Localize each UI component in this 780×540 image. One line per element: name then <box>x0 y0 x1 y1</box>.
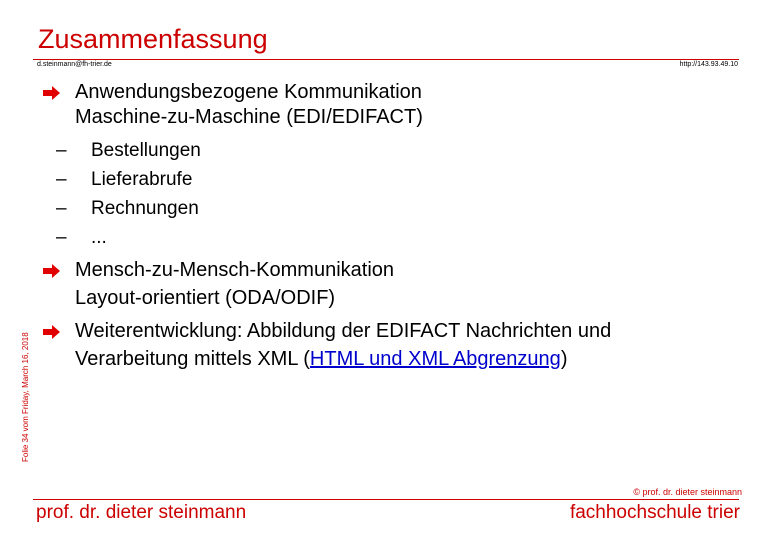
header-divider <box>33 59 739 60</box>
sub-item-rechnungen: Rechnungen <box>91 198 199 219</box>
footer-divider <box>33 499 739 500</box>
footer-institution: fachhochschule trier <box>569 502 740 523</box>
html-xml-abgrenzung-link[interactable]: HTML und XML Abgrenzung <box>309 348 561 370</box>
bullet-3-line-1: Weiterentwicklung: Abbildung der EDIFACT Nachrichten und <box>75 320 612 342</box>
red-arrow-bullet-icon <box>43 86 61 100</box>
slide-info: Folie 34 vom Friday, March 16, 2018 <box>21 332 30 462</box>
bullet-1-line-2: Maschine-zu-Maschine (EDI/EDIFACT) <box>75 106 423 128</box>
sub-item-lieferabrufe: Lieferabrufe <box>91 169 193 190</box>
sub-dash: – <box>56 140 67 161</box>
bullet-3-text-post: ) <box>560 348 568 370</box>
sub-dash: – <box>56 227 67 248</box>
author-url: http://143.93.49.10 <box>679 61 738 68</box>
bullet-1-line-1: Anwendungsbezogene Kommunikation <box>75 81 422 103</box>
red-arrow-bullet-icon <box>43 325 61 339</box>
bullet-3-line-2 <box>75 347 567 372</box>
slide-title: Zusammenfassung <box>38 24 268 54</box>
author-email: d.steinmann@fh-trier.de <box>37 61 112 68</box>
sub-dash: – <box>56 198 67 219</box>
copyright-notice: © prof. dr. dieter steinmann <box>633 487 742 497</box>
sub-item-bestellungen: Bestellungen <box>91 140 201 161</box>
bullet-2-line-2: Layout-orientiert (ODA/ODIF) <box>75 287 336 309</box>
sub-dash: – <box>56 169 67 190</box>
red-arrow-bullet-icon <box>43 264 61 278</box>
bullet-3-text-pre: Verarbeitung mittels XML ( <box>75 348 310 370</box>
footer-author: prof. dr. dieter steinmann <box>36 502 247 523</box>
sub-item-ellipsis: ... <box>91 227 107 248</box>
bullet-2-line-1: Mensch-zu-Mensch-Kommunikation <box>75 259 395 281</box>
